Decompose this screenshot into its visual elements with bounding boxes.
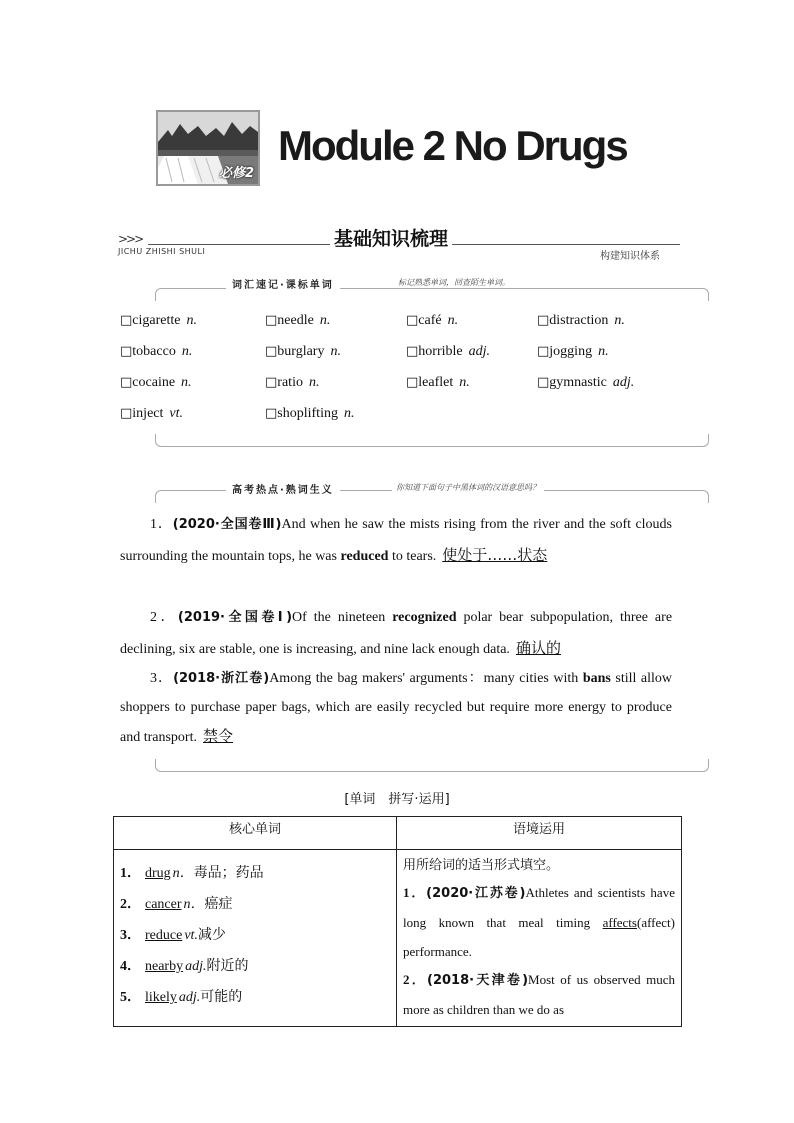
logo-badge: 必修2 <box>218 166 254 181</box>
checkbox-icon[interactable]: □ <box>537 344 550 359</box>
vocab-box-note: 标记熟悉单词，回查陌生单词。 <box>394 277 514 288</box>
meaning-para-2: 2．(2019·全国卷Ⅰ)Of the nineteen recognized polar bear subpopulation, three are declining, six are stable, one is increasing, and nine lack enough data. 确认的 <box>120 610 673 657</box>
section-arrows: >>> <box>118 232 143 246</box>
core-word-2: 2． cancer n．癌症 <box>120 896 233 912</box>
vocab-table <box>113 816 682 1027</box>
core-word-3: 3． reduce vt.减少 <box>120 927 226 943</box>
vocab-word-jogging[interactable]: □jogging n. <box>537 344 609 359</box>
answer-2: 确认的 <box>515 639 561 657</box>
meaning-box-label: 高考热点·熟词生义 <box>226 481 340 496</box>
checkbox-icon[interactable]: □ <box>265 313 278 328</box>
core-word-4: 4． nearby adj.附近的 <box>120 958 249 974</box>
vocab-word-needle[interactable]: □needle n. <box>265 313 331 328</box>
checkbox-icon[interactable]: □ <box>120 375 133 390</box>
vocab-word-distraction[interactable]: □distraction n. <box>537 313 625 328</box>
answer-1: 使处于……状态 <box>442 546 548 564</box>
vocab-word-gymnastic[interactable]: □gymnastic adj. <box>537 375 635 390</box>
checkbox-icon[interactable]: □ <box>120 406 133 421</box>
checkbox-icon[interactable]: □ <box>120 344 133 359</box>
context-q1: 1．(2020·江苏卷)Athletes and scientists have long known that meal timing affects(affect) performance. <box>403 885 675 959</box>
vocab-word-cigarette[interactable]: □cigarette n. <box>120 313 197 328</box>
meaning-box-bottom <box>155 759 709 772</box>
section-title: 基础知识梳理 <box>330 224 452 251</box>
vocab-box-bottom <box>155 434 709 447</box>
vocab-word-shoplifting[interactable]: □shoplifting n. <box>265 406 355 421</box>
table-subhead: [单词 拼写·运用] <box>344 792 450 807</box>
meaning-box-note: 你知道下面句子中黑体词的汉语意思吗？ <box>392 482 544 493</box>
core-word-5: 5． likely adj.可能的 <box>120 989 243 1005</box>
vocab-word-inject[interactable]: □inject vt. <box>120 406 184 421</box>
col-header-core-words: 核心单词 <box>114 817 397 850</box>
checkbox-icon[interactable]: □ <box>265 375 278 390</box>
context-use-cell <box>397 850 682 1027</box>
section-pinyin: JICHU ZHISHI SHULI <box>118 247 206 256</box>
vocab-word-horrible[interactable]: □horrible adj. <box>406 344 491 359</box>
checkbox-icon[interactable]: □ <box>120 313 133 328</box>
core-word-1: 1． drug n．毒品；药品 <box>120 865 264 881</box>
answer-3: 禁令 <box>202 727 233 745</box>
vocab-word-leaflet[interactable]: □leaflet n. <box>406 375 470 390</box>
section-subtitle: 构建知识体系 <box>600 251 660 262</box>
core-words-cell <box>114 850 397 1027</box>
col-header-context-use: 语境运用 <box>397 817 682 850</box>
checkbox-icon[interactable]: □ <box>406 313 419 328</box>
checkbox-icon[interactable]: □ <box>406 344 419 359</box>
meaning-para-3: 3．(2018·浙江卷)Among the bag makers' arguments：many cities with bans still allow shoppers to purchase paper bags, which are easily recycled but require more energy to produce and transport. 禁令 <box>120 671 673 745</box>
meaning-para-1: 1．(2020·全国卷Ⅲ)And when he saw the mists rising from the river and the soft clouds surrounding the mountain tops, he was reduced to tears. 使处于……状态 <box>120 517 673 564</box>
checkbox-icon[interactable]: □ <box>537 313 550 328</box>
page-title: Module 2 No Drugs <box>278 122 627 169</box>
checkbox-icon[interactable]: □ <box>265 406 278 421</box>
vocab-word-cocaine[interactable]: □cocaine n. <box>120 375 192 390</box>
checkbox-icon[interactable]: □ <box>265 344 278 359</box>
vocab-word-café[interactable]: □café n. <box>406 313 459 328</box>
vocab-word-ratio[interactable]: □ratio n. <box>265 375 320 390</box>
module-logo <box>156 110 260 186</box>
checkbox-icon[interactable]: □ <box>406 375 419 390</box>
answer-affects: affects <box>602 915 637 930</box>
vocab-word-burglary[interactable]: □burglary n. <box>265 344 341 359</box>
context-q2: 2．(2018·天津卷)Most of us observed much more as children than we do as <box>403 972 675 1017</box>
vocab-box-label: 词汇速记·课标单词 <box>226 276 340 291</box>
vocab-word-tobacco[interactable]: □tobacco n. <box>120 344 193 359</box>
context-instruction: 用所给词的适当形式填空。 <box>403 858 560 873</box>
checkbox-icon[interactable]: □ <box>537 375 550 390</box>
